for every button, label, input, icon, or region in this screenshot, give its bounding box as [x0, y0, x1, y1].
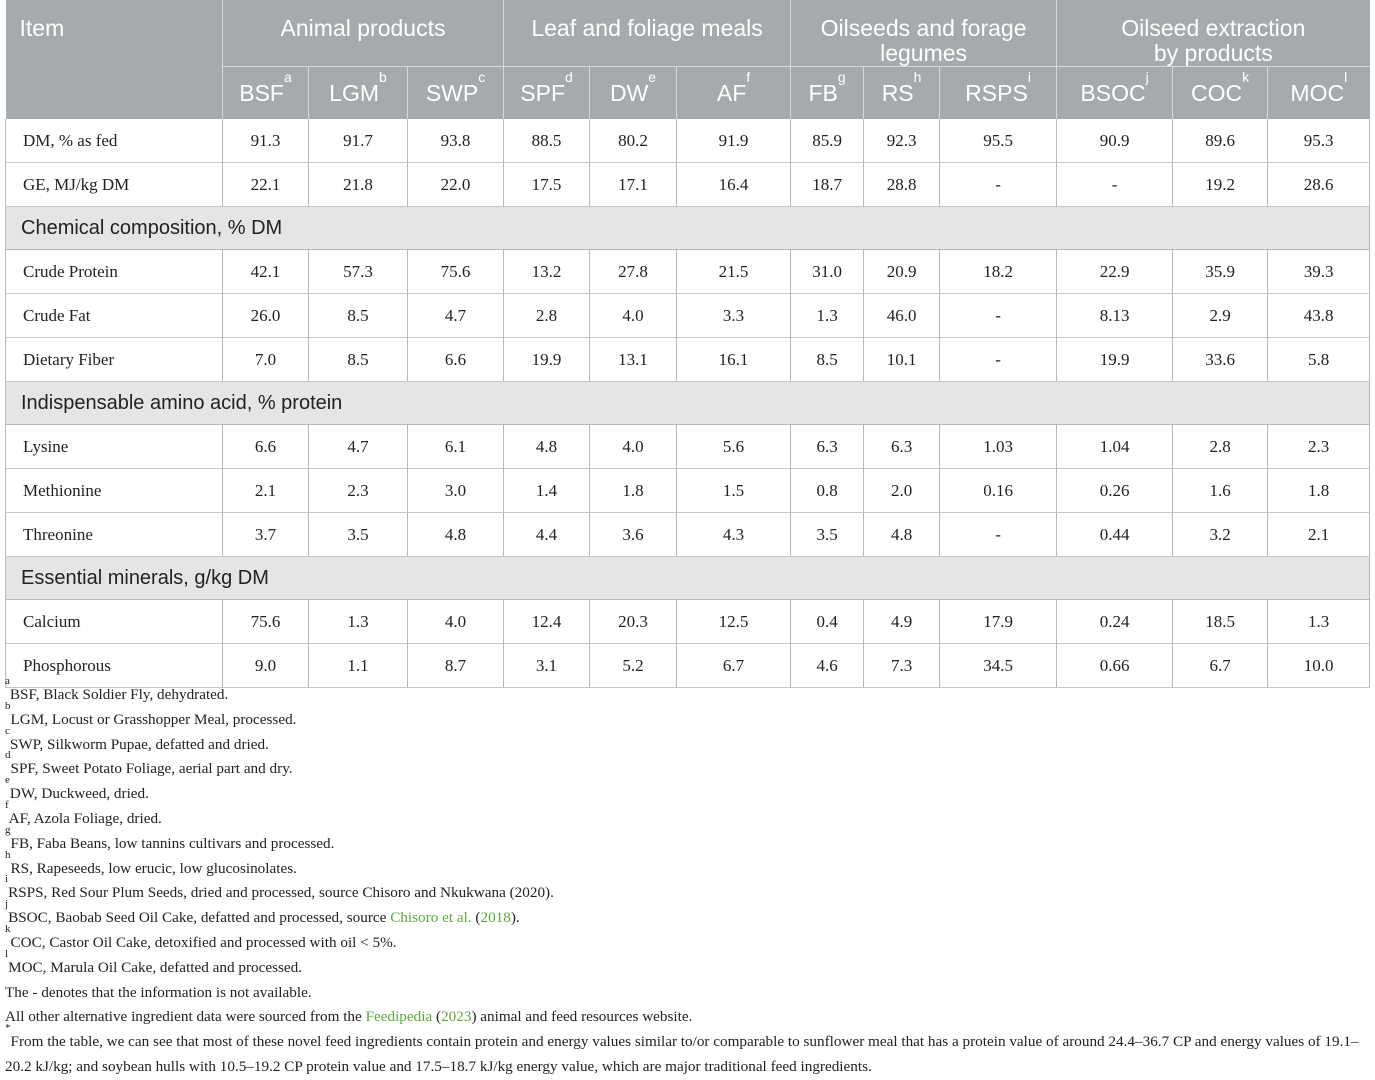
section-label: Indispensable amino acid, % protein: [6, 382, 1370, 425]
table-cell: 2.0: [864, 469, 940, 513]
table-cell: 88.5: [504, 119, 590, 163]
footnote-f: $^f$AF, Azola Foliage, dried.: [5, 798, 162, 827]
table-cell: 19.9: [1057, 338, 1173, 382]
column-header-af: $AF^f$: [677, 67, 791, 120]
table-cell: 3.6: [590, 513, 677, 557]
table-cell: 4.8: [864, 513, 940, 557]
citation-link-feedipedia[interactable]: Feedipedia: [365, 1008, 433, 1026]
table-body: [6, 119, 1370, 688]
table-cell: 5.2: [590, 644, 677, 688]
table-row: [6, 644, 1370, 688]
header-group-oilseeds-forage-legumes: Oilseeds and forage legumes: [791, 0, 1057, 67]
header-group-row: [6, 0, 1370, 67]
column-header-rs: $RS^h$: [864, 67, 940, 120]
table-cell: 95.5: [940, 119, 1057, 163]
table-cell: 8.5: [309, 338, 408, 382]
table-cell: 1.3: [309, 600, 408, 644]
table-cell: 0.8: [791, 469, 864, 513]
header-group-leaf-foliage-meals: Leaf and foliage meals: [504, 0, 791, 67]
table-cell: 7.0: [223, 338, 309, 382]
table-row: [6, 425, 1370, 469]
table-cell: 1.5: [677, 469, 791, 513]
table-cell: 22.1: [223, 163, 309, 207]
table-header: [6, 0, 1370, 119]
table-cell: 91.3: [223, 119, 309, 163]
footnote-c: $^c$SWP, Silkworm Pupae, defatted and dried.: [5, 724, 269, 753]
table-cell: 2.8: [1173, 425, 1268, 469]
row-label: Crude Fat: [6, 294, 223, 338]
table-cell: 9.0: [223, 644, 309, 688]
table-cell: 0.66: [1057, 644, 1173, 688]
table-cell: 4.4: [504, 513, 590, 557]
footnote-b: $^b$LGM, Locust or Grasshopper Meal, processed.: [5, 699, 297, 728]
table-cell: 5.6: [677, 425, 791, 469]
table-row: [6, 338, 1370, 382]
table-cell: 6.7: [677, 644, 791, 688]
table-cell: 90.9: [1057, 119, 1173, 163]
row-label: Calcium: [6, 600, 223, 644]
column-header-dw: $DW^e$: [590, 67, 677, 120]
table-cell: 6.1: [408, 425, 504, 469]
table-cell: 3.3: [677, 294, 791, 338]
table-cell: 33.6: [1173, 338, 1268, 382]
table-cell: 3.1: [504, 644, 590, 688]
table-row: [6, 513, 1370, 557]
column-header-bsf: BSF$^a$: [223, 67, 309, 120]
section-label: Essential minerals, g/kg DM: [6, 557, 1370, 600]
row-label: Lysine: [6, 425, 223, 469]
table-row: [6, 600, 1370, 644]
table-cell: 4.0: [590, 294, 677, 338]
table-cell: 8.5: [791, 338, 864, 382]
table-row: [6, 163, 1370, 207]
table-cell: 1.8: [1268, 469, 1370, 513]
footnote-g: $^g$FB, Faba Beans, low tannins cultivars and processed.: [5, 823, 335, 852]
table-cell: 19.9: [504, 338, 590, 382]
table-cell: 1.1: [309, 644, 408, 688]
table-cell: 13.1: [590, 338, 677, 382]
table-cell: -: [940, 294, 1057, 338]
column-header-coc: COC$^k$: [1173, 67, 1268, 120]
table-cell: 95.3: [1268, 119, 1370, 163]
table-cell: 80.2: [590, 119, 677, 163]
table-cell: 42.1: [223, 250, 309, 294]
table-cell: 4.8: [408, 513, 504, 557]
table-cell: 28.8: [864, 163, 940, 207]
table-cell: 22.0: [408, 163, 504, 207]
table-cell: 4.8: [504, 425, 590, 469]
table-cell: 13.2: [504, 250, 590, 294]
table-cell: 3.2: [1173, 513, 1268, 557]
footnote-e: $^e$DW, Duckweed, dried.: [5, 774, 149, 803]
row-label: Dietary Fiber: [6, 338, 223, 382]
table-cell: 6.6: [223, 425, 309, 469]
table-cell: 10.1: [864, 338, 940, 382]
table-cell: 34.5: [940, 644, 1057, 688]
table-cell: 91.7: [309, 119, 408, 163]
table-cell: -: [940, 163, 1057, 207]
table-cell: 20.9: [864, 250, 940, 294]
table-cell: 6.3: [791, 425, 864, 469]
feed-ingredient-table: [5, 0, 1370, 688]
table-cell: 3.5: [309, 513, 408, 557]
table-cell: 2.9: [1173, 294, 1268, 338]
table-cell: 0.4: [791, 600, 864, 644]
table-cell: -: [940, 513, 1057, 557]
footnote-j: $^j$BSOC, Baobab Seed Oil Cake, defatted and processed, source Chisoro et al. (2018).: [5, 898, 520, 927]
row-label: Phosphorous: [6, 644, 223, 688]
table-cell: 16.1: [677, 338, 791, 382]
footnote-i: $^i$RSPS, Red Sour Plum Seeds, dried and processed, source Chisoro and Nkukwana (2020).: [5, 873, 554, 902]
table-cell: 1.4: [504, 469, 590, 513]
section-label: Chemical composition, % DM: [6, 207, 1370, 250]
note-star: *From the table, we can see that most of these novel feed ingredients contain protein and energy values similar to/or comparable to sunflower meal that has a protein value of around 24.4–36.7 CP and energy values of 19.1–20.2 kJ/kg; and soybean hulls with 10.5–19.2 CP protein value and 17.5–18.7 kJ/kg energy value, which are major traditional feed ingredients.: [5, 1022, 1359, 1075]
table-cell: 28.6: [1268, 163, 1370, 207]
citation-link-chisoro[interactable]: Chisoro et al.: [390, 909, 472, 927]
table-cell: 35.9: [1173, 250, 1268, 294]
section-header-row: [6, 207, 1370, 250]
table-cell: -: [1057, 163, 1173, 207]
table-cell: 8.7: [408, 644, 504, 688]
table-row: [6, 469, 1370, 513]
table-cell: 16.4: [677, 163, 791, 207]
table-cell: 20.3: [590, 600, 677, 644]
table-cell: 6.3: [864, 425, 940, 469]
footnote-a: $^a$BSF, Black Soldier Fly, dehydrated.: [5, 675, 229, 703]
table-cell: 2.3: [1268, 425, 1370, 469]
table-cell: 3.5: [791, 513, 864, 557]
table-cell: 43.8: [1268, 294, 1370, 338]
table-cell: 75.6: [223, 600, 309, 644]
table-cell: 4.0: [408, 600, 504, 644]
table-cell: 0.44: [1057, 513, 1173, 557]
note-dash: The - denotes that the information is not available.: [5, 983, 312, 1001]
table-cell: 18.2: [940, 250, 1057, 294]
table-cell: 18.5: [1173, 600, 1268, 644]
table-cell: 21.5: [677, 250, 791, 294]
section-header-row: [6, 382, 1370, 425]
table-cell: 8.5: [309, 294, 408, 338]
table-cell: 17.1: [590, 163, 677, 207]
column-header-rsps: RSPS$^i$: [940, 67, 1057, 120]
table-cell: -: [940, 338, 1057, 382]
citation-year-link-chisoro[interactable]: 2018: [480, 909, 511, 927]
table-cell: 4.9: [864, 600, 940, 644]
column-header-lgm: LGM$^b$: [309, 67, 408, 120]
table-cell: 89.6: [1173, 119, 1268, 163]
table-cell: 8.13: [1057, 294, 1173, 338]
table-cell: 1.04: [1057, 425, 1173, 469]
citation-year-link-feedipedia[interactable]: 2023: [441, 1008, 472, 1026]
table-cell: 46.0: [864, 294, 940, 338]
footnote-h: $^h$RS, Rapeseeds, low erucic, low glucosinolates.: [5, 848, 297, 877]
table-cell: 1.03: [940, 425, 1057, 469]
table-cell: 1.8: [590, 469, 677, 513]
table-cell: 75.6: [408, 250, 504, 294]
table-cell: 91.9: [677, 119, 791, 163]
table-cell: 26.0: [223, 294, 309, 338]
table-cell: 85.9: [791, 119, 864, 163]
table-cell: 1.3: [791, 294, 864, 338]
table-cell: 17.5: [504, 163, 590, 207]
row-label: Methionine: [6, 469, 223, 513]
table-cell: 19.2: [1173, 163, 1268, 207]
column-header-moc: MOC$^l$: [1268, 67, 1370, 120]
table-cell: 57.3: [309, 250, 408, 294]
table-cell: 2.1: [1268, 513, 1370, 557]
table-cell: 0.24: [1057, 600, 1173, 644]
note-source: All other alternative ingredient data were sourced from the Feedipedia (2023) animal and feed resources website.: [5, 1008, 693, 1026]
table-row: [6, 119, 1370, 163]
header-group-oilseed-extraction: Oilseed extraction by products: [1057, 0, 1370, 67]
table-cell: 4.7: [309, 425, 408, 469]
table-cell: 6.7: [1173, 644, 1268, 688]
table-cell: 5.8: [1268, 338, 1370, 382]
table-cell: 4.6: [791, 644, 864, 688]
footnote-l: $^l$MOC, Marula Oil Cake, defatted and processed.: [5, 947, 303, 976]
table-cell: 0.26: [1057, 469, 1173, 513]
table-cell: 93.8: [408, 119, 504, 163]
table-cell: 17.9: [940, 600, 1057, 644]
table-cell: 12.4: [504, 600, 590, 644]
table-cell: 4.3: [677, 513, 791, 557]
table-cell: 2.1: [223, 469, 309, 513]
table-cell: 1.6: [1173, 469, 1268, 513]
table-row: [6, 250, 1370, 294]
table-cell: 7.3: [864, 644, 940, 688]
table-row: [6, 294, 1370, 338]
table-cell: 4.7: [408, 294, 504, 338]
column-header-swp: SWP$^c$: [408, 67, 504, 120]
table-cell: 22.9: [1057, 250, 1173, 294]
table-cell: 18.7: [791, 163, 864, 207]
header-group-animal-products: Animal products: [223, 0, 504, 67]
column-header-fb: $FB^g$: [791, 67, 864, 120]
table-cell: 39.3: [1268, 250, 1370, 294]
table-cell: 4.0: [590, 425, 677, 469]
data-table-wrapper: [5, 0, 1369, 688]
table-cell: 0.16: [940, 469, 1057, 513]
table-footnotes: [5, 675, 1369, 1080]
table-cell: 6.6: [408, 338, 504, 382]
footnote-k: $^k$COC, Castor Oil Cake, detoxified and processed with oil < 5%.: [5, 922, 397, 951]
table-cell: 92.3: [864, 119, 940, 163]
section-header-row: [6, 557, 1370, 600]
table-cell: 2.3: [309, 469, 408, 513]
table-cell: 10.0: [1268, 644, 1370, 688]
table-cell: 27.8: [590, 250, 677, 294]
table-cell: 21.8: [309, 163, 408, 207]
row-label: Crude Protein: [6, 250, 223, 294]
table-cell: 31.0: [791, 250, 864, 294]
row-label: DM, % as fed: [6, 119, 223, 163]
footnote-list: [5, 675, 1369, 906]
table-cell: 3.0: [408, 469, 504, 513]
column-header-spf: SPF$^d$: [504, 67, 590, 120]
footnote-d: $^d$SPF, Sweet Potato Foliage, aerial part and dry.: [5, 749, 293, 778]
column-header-bsoc: BSOC$^j$: [1057, 67, 1173, 120]
table-cell: 1.3: [1268, 600, 1370, 644]
table-cell: 12.5: [677, 600, 791, 644]
row-label: Threonine: [6, 513, 223, 557]
table-cell: 2.8: [504, 294, 590, 338]
table-cell: 3.7: [223, 513, 309, 557]
header-item: Item: [6, 0, 223, 119]
row-label: GE, MJ/kg DM: [6, 163, 223, 207]
